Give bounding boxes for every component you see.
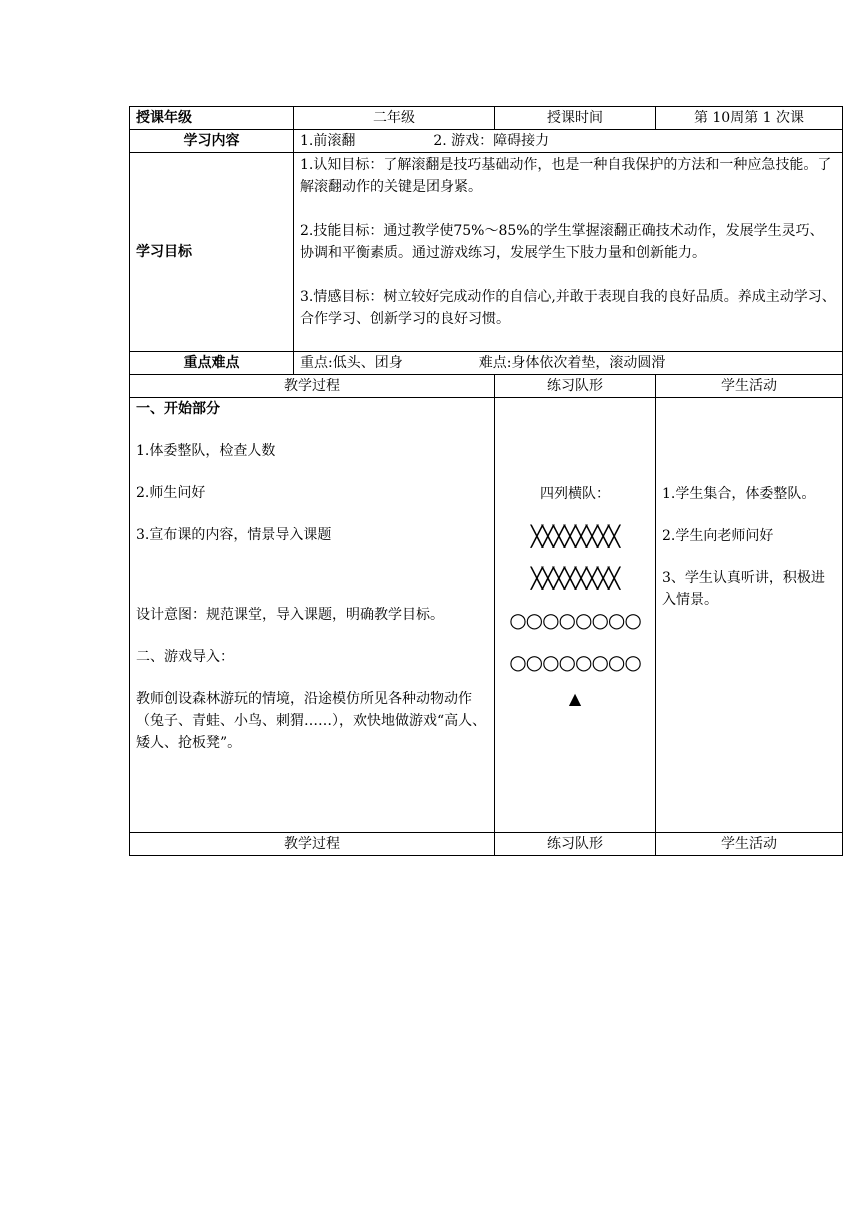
section-start-title: 一、开始部分 [136,401,220,417]
keypoints-label: 重点难点 [130,352,294,375]
objectives-label: 学习目标 [130,153,294,352]
keypoints-row [130,352,843,375]
objective-emotion: 3.情感目标：树立较好完成动作的自信心,并敢于表现自我的良好品质。养成主动学习、合作学习、创新学习的良好习惯。 [300,289,836,327]
process-footer: 教学过程 [130,833,495,856]
content-item-2: 2. 游戏：障碍接力 [433,133,550,149]
grade-row [130,107,843,130]
step-2: 2.师生问好 [136,485,206,501]
step-3: 3.宣布课的内容，情景导入课题 [136,527,332,543]
activity-cell [656,398,843,833]
activity-2: 2.学生向老师问好 [662,528,774,544]
column-header-row [130,375,843,398]
difficult-point: 难点:身体依次着垫，滚动圆滑 [478,355,666,371]
objective-cognitive: 1.认知目标：了解滚翻是技巧基础动作，也是一种自我保护的方法和一种应急技能。了解滚翻动作的关键是团身紧。 [300,157,832,195]
objectives-row [130,153,843,352]
formation-header: 练习队形 [495,375,656,398]
key-point: 重点:低头、团身 [300,355,403,371]
objective-skill: 2.技能目标：通过教学使75%～85%的学生掌握滚翻正确技术动作，发展学生灵巧、协调和平衡素质。通过游戏练习，发展学生下肢力量和创新能力。 [300,223,824,261]
formation-row-3: ○○○○○○○○ [509,608,641,632]
lesson-plan-table [129,106,843,856]
column-footer-row [130,833,843,856]
keypoints-value [294,352,843,375]
formation-cell [495,398,656,833]
teacher-marker: ▲ [568,689,582,708]
content-value [294,130,843,153]
content-label: 学习内容 [130,130,294,153]
section-game-title: 二、游戏导入： [136,649,234,665]
step-1: 1.体委整队，检查人数 [136,443,276,459]
content-item-1: 1.前滚翻 [300,133,356,149]
time-value: 第 10周第 1 次课 [656,107,843,130]
game-description: 教师创设森林游玩的情境，沿途模仿所见各种动物动作（兔子、青蛙、小鸟、刺猬……），欢快地做游戏“高人、矮人、抢板凳”。 [136,691,487,751]
activity-header: 学生活动 [656,375,843,398]
formation-footer: 练习队形 [495,833,656,856]
activity-3: 3、学生认真听讲，积极进入情景。 [662,570,825,608]
design-intent: 设计意图：规范课堂，导入课题，明确教学目标。 [136,607,444,623]
process-cell [130,398,495,833]
formation-row-4: ○○○○○○○○ [509,650,641,674]
objectives-text [294,153,843,352]
formation-title: 四列横队： [540,486,610,502]
grade-value: 二年级 [294,107,495,130]
process-row [130,398,843,833]
activity-1: 1.学生集合，体委整队。 [662,486,816,502]
time-label: 授课时间 [495,107,656,130]
formation-row-1: ╳╳╳╳╳╳╳╳ [530,524,620,548]
content-row [130,130,843,153]
grade-label: 授课年级 [130,107,294,130]
formation-row-2: ╳╳╳╳╳╳╳╳ [530,566,620,590]
process-header: 教学过程 [130,375,495,398]
activity-footer: 学生活动 [656,833,843,856]
